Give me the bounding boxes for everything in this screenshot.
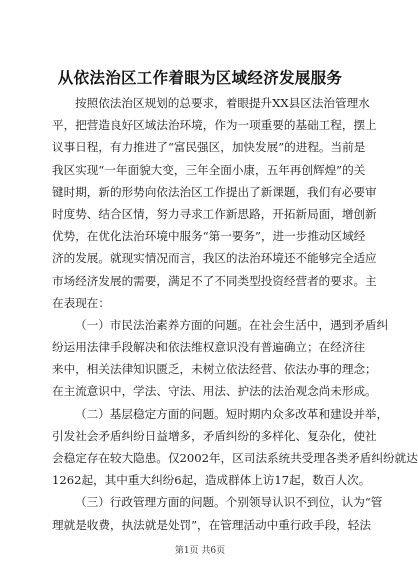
- body-line: 1262起，其中重大纠纷6起，造成群体上访17起，数百人次。: [52, 473, 371, 488]
- document-title: 从依法治区工作着眼为区域经济发展服务: [57, 69, 343, 87]
- body-line: 理就是收费，执法就是处罚”，在管理活动中重行政手段，轻法: [52, 517, 371, 532]
- page-footer: 第1页 共6页: [174, 546, 226, 556]
- body-line: 时度势、结合区情，努力寻求工作新思路，开拓新局面，增创新: [52, 206, 377, 221]
- body-line: 引发社会矛盾纠纷日益增多，矛盾纠纷的多样化、复杂化，使社: [52, 428, 377, 443]
- body-line: 济的发展。就现实情况而言，我区的法治环境还不能够完全适应: [52, 251, 377, 266]
- document-body: [52, 92, 418, 536]
- body-line: （二）基层稳定方面的问题。短时期内众多改革和建设并举，: [75, 406, 389, 421]
- body-line: 我区实现“一年面貌大变，三年全面小康，五年再创辉煌”的关: [52, 162, 366, 177]
- body-line: （一）市民法治素养方面的问题。在社会生活中，遇到矛盾纠: [75, 317, 389, 332]
- body-line: 键时期，新的形势向依法治区工作提出了新课题，我们有必要审: [52, 184, 377, 199]
- body-line: 市场经济发展的需要，满足不了不同类型投资经营者的要求。主: [52, 273, 377, 288]
- body-line: 来中，相关法律知识匮乏，未树立依法经营、依法办事的理念；: [52, 362, 377, 377]
- body-line: （三）行政管理方面的问题。个别领导认识不到位，认为“管: [75, 495, 383, 510]
- body-line: 优势，在优化法治环境中服务“第一要务”，进一步推动区域经: [52, 229, 366, 244]
- body-line: 平，把营造良好区域法治环境，作为一项重要的基础工程，摆上: [52, 118, 377, 133]
- body-line: 在主流意识中，学法、守法、用法、护法的法治观念尚未形成。: [52, 384, 377, 399]
- body-line: 纷运用法律手段解决和依法维权意识没有普遍确立；在经济往: [52, 340, 366, 355]
- body-line: 议事日程，有力推进了“富民强区，加快发展”的进程。当前是: [52, 140, 366, 155]
- body-line: 会稳定存在较大隐患。仅2002年，区司法系统共受理各类矛盾纠纷就达: [52, 451, 418, 465]
- body-line: 按照依法治区规划的总要求，着眼提升XX县区法治管理水: [75, 96, 370, 110]
- body-line: 在表现在：: [52, 295, 110, 310]
